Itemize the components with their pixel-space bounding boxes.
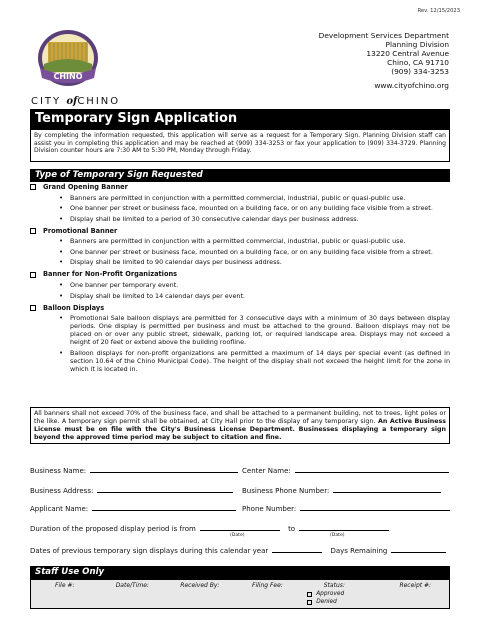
staff-use-table: [30, 579, 450, 609]
section-title-sign-type: Type of Temporary Sign Requested: [30, 169, 450, 182]
list-item: • Display shall be limited to 90 calendar days per business address.: [59, 258, 450, 266]
checkbox-non-profit[interactable]: [30, 272, 36, 278]
previous-displays-field[interactable]: [30, 546, 446, 556]
list-item: • Promotional Sale balloon displays are permitted for 3 consecutive days with a minimum of 30 days between display periods. One display is permitted per business and must be attached to the ground. Balloon displays may not be placed on or over any public street, sidewalk, parking lot, or required landscape area. Displays may not exceed a height of 20 feet or extend above the building roofline.: [59, 314, 450, 346]
notice-text: All banners shall not exceed 70% of the business face, and shall be attached to a permanent building, not to trees, light poles or the like. A temporary sign permit shall be obtained, at City Hall prior to the display of any temporary sign.: [34, 410, 446, 425]
duration-to-input[interactable]: [299, 524, 389, 531]
center-name-input[interactable]: [295, 466, 449, 473]
checkbox-approved[interactable]: [307, 592, 312, 597]
division-name: Planning Division: [385, 39, 449, 49]
sign-type-label: Banner for Non-Profit Organizations: [43, 270, 178, 279]
received-by-cell: Received By:: [180, 582, 220, 589]
applicant-name-input[interactable]: [92, 504, 236, 511]
business-address-field[interactable]: [30, 486, 233, 496]
sign-type-option[interactable]: [30, 227, 450, 235]
days-remaining-input[interactable]: [391, 546, 446, 553]
city-state-zip: Chino, CA 91710: [387, 57, 449, 67]
department-contact: [319, 32, 449, 76]
sign-type-option[interactable]: [30, 304, 450, 312]
sign-type-option[interactable]: [30, 183, 450, 191]
page-title: Temporary Sign Application: [30, 109, 450, 129]
list-item: • Display shall be limited to a period of 30 consecutive calendar days per business address.: [59, 215, 450, 223]
business-name-label: Business Name:: [30, 467, 87, 475]
business-phone-field[interactable]: [242, 486, 441, 496]
phone-number-label: Phone Number:: [242, 505, 297, 513]
staff-use-title: Staff Use Only: [30, 566, 450, 579]
previous-displays-label: Dates of previous temporary sign displays during this calendar year: [30, 547, 269, 555]
business-phone-input[interactable]: [333, 486, 441, 493]
department-name: Development Services Department: [318, 31, 449, 40]
website-link[interactable]: www.cityofchino.org: [374, 81, 449, 90]
list-item: • Banners are permitted in conjunction with a permitted commercial, industrial, public or quasi-public use.: [59, 237, 450, 245]
list-item: • Display shall be limited to 14 calendar days per event.: [59, 292, 450, 300]
business-name-input[interactable]: [90, 466, 238, 473]
duration-label: Duration of the proposed display period is from: [30, 525, 196, 533]
intro-text: By completing the information requested, this application will serve as a request for a Temporary Sign. Planning Division staff can assist you in completing this application and may be reached at (909) 334-3253 or fax your application to (909) 334-3729. Planning Division counter hours are 7:30 AM to 5:30 PM, Monday through Friday.: [30, 129, 450, 162]
list-item: • One banner per temporary event.: [59, 281, 450, 289]
checkbox-grand-opening[interactable]: [30, 184, 36, 190]
applicant-name-label: Applicant Name:: [30, 505, 89, 513]
list-item: • Banners are permitted in conjunction with a permitted commercial, industrial, public or quasi-public use.: [59, 194, 450, 202]
notice-bold-text: An Active Business License must be on file with the City's Business License Department. Businesses displaying a temporary sign beyond the approved time period may be subject to citation and fine.: [34, 417, 446, 441]
receipt-number-cell: Receipt #:: [399, 582, 432, 589]
business-address-label: Business Address:: [30, 487, 94, 495]
list-item: • One banner per street or business face, mounted on a building face, or on any building face visible from a street.: [59, 204, 450, 212]
sign-type-label: Balloon Displays: [43, 303, 105, 312]
business-address-input[interactable]: [97, 486, 233, 493]
city-seal-logo: [36, 28, 100, 90]
status-label: Status:: [323, 582, 345, 589]
business-phone-label: Business Phone Number:: [242, 487, 330, 495]
phone-number-input[interactable]: [300, 504, 450, 511]
sign-type-list: [30, 183, 450, 377]
checkbox-balloon[interactable]: [30, 305, 36, 311]
sign-type-option[interactable]: [30, 270, 450, 278]
city-of-word: of: [66, 96, 78, 107]
days-remaining-label: Days Remaining: [330, 547, 388, 555]
svg-text:CHINO: CHINO: [53, 72, 83, 81]
status-cell: [301, 580, 381, 608]
sign-type-balloon: [30, 304, 450, 373]
applicant-name-field[interactable]: [30, 504, 236, 514]
status-denied-label: Denied: [316, 598, 337, 605]
department-phone: (909) 334-3253: [391, 66, 449, 76]
status-option-approved[interactable]: [307, 591, 381, 598]
previous-displays-input[interactable]: [272, 546, 322, 553]
center-name-label: Center Name:: [242, 467, 291, 475]
revision-date: Rev. 12/15/2023: [417, 8, 460, 14]
sign-type-grand-opening: [30, 183, 450, 223]
sign-type-label: Promotional Banner: [43, 226, 118, 235]
list-item: • Balloon displays for non-profit organizations are permitted a maximum of 14 days per special event (as defined in section 10.64 of the Chino Municipal Code). The height of the display shall not exceed the height limit for the zone in which it is located in.: [59, 349, 450, 373]
status-approved-label: Approved: [316, 590, 345, 597]
center-name-field[interactable]: [242, 466, 449, 476]
list-item: • One banner per street or business face, mounted on a building face, or on any building face visible from a street.: [59, 248, 450, 256]
checkbox-promotional[interactable]: [30, 228, 36, 234]
from-date-caption: (Date): [230, 533, 245, 538]
notice-box: [30, 407, 450, 444]
checkbox-denied[interactable]: [307, 600, 312, 605]
sign-type-label: Grand Opening Banner: [43, 183, 128, 191]
business-name-field[interactable]: [30, 466, 238, 476]
phone-number-field[interactable]: [242, 504, 450, 514]
city-word: CITY: [31, 96, 62, 107]
sign-type-non-profit: [30, 270, 450, 299]
city-wordmark: [31, 96, 120, 109]
file-number-cell: File #:: [55, 582, 75, 589]
duration-to-label: to: [288, 525, 296, 533]
sign-type-promotional: [30, 227, 450, 267]
filing-fee-cell: Filing Fee:: [252, 582, 283, 589]
status-option-denied[interactable]: [307, 599, 381, 606]
date-time-cell: Date/Time:: [115, 582, 149, 589]
to-date-caption: (Date): [330, 533, 345, 538]
duration-from-input[interactable]: [200, 524, 280, 531]
city-name-word: CHINO: [77, 96, 121, 107]
street-address: 13220 Central Avenue: [366, 48, 449, 58]
